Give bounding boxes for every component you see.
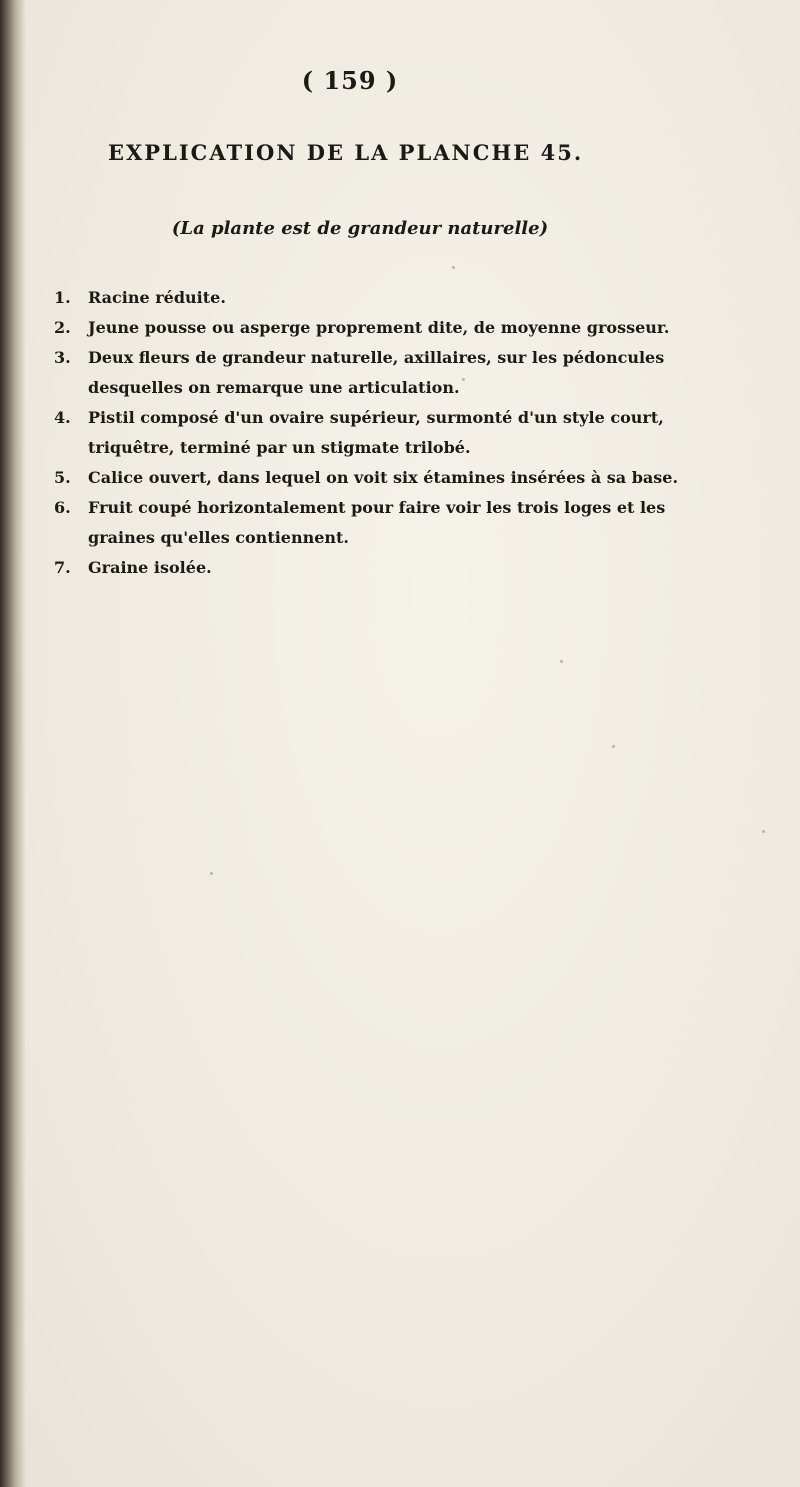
- figure-legend-list: [54, 283, 714, 583]
- legend-item: [54, 463, 714, 493]
- paper-speck: [452, 266, 455, 269]
- legend-item: [54, 283, 714, 313]
- legend-item: [54, 313, 714, 343]
- legend-item-text: Calice ouvert, dans lequel on voit six étamines insérées à sa base.: [88, 468, 679, 487]
- legend-item-number: 4.: [54, 408, 71, 427]
- plate-heading: EXPLICATION DE LA PLANCHE 45.: [108, 140, 584, 165]
- legend-item-text: Pistil composé d'un ovaire supérieur, surmonté d'un style court, triquêtre, terminé par un stigmate trilobé.: [88, 408, 664, 457]
- legend-item: [54, 493, 714, 553]
- legend-item-text: Racine réduite.: [88, 288, 226, 307]
- legend-item: [54, 343, 714, 403]
- legend-item-text: Jeune pousse ou asperge proprement dite, de moyenne grosseur.: [88, 318, 670, 337]
- legend-item-number: 3.: [54, 348, 71, 367]
- legend-item-text: Deux fleurs de grandeur naturelle, axillaires, sur les pédoncules desquelles on remarque une articulation.: [88, 348, 665, 397]
- legend-item-number: 2.: [54, 318, 71, 337]
- paper-speck: [210, 872, 213, 875]
- paper-speck: [762, 830, 765, 833]
- legend-item: [54, 403, 714, 463]
- paper-speck: [462, 378, 465, 381]
- legend-item: [54, 553, 714, 583]
- paper-speck: [612, 745, 615, 748]
- legend-item-text: Graine isolée.: [88, 558, 212, 577]
- legend-item-number: 6.: [54, 498, 71, 517]
- legend-item-number: 7.: [54, 558, 71, 577]
- legend-item-number: 1.: [54, 288, 71, 307]
- paper-speck: [560, 660, 563, 663]
- scale-note: (La plante est de grandeur naturelle): [171, 218, 549, 239]
- legend-item-number: 5.: [54, 468, 71, 487]
- legend-item-text: Fruit coupé horizontalement pour faire voir les trois loges et les graines qu'elles contiennent.: [88, 498, 666, 547]
- page-number: ( 159 ): [301, 66, 399, 95]
